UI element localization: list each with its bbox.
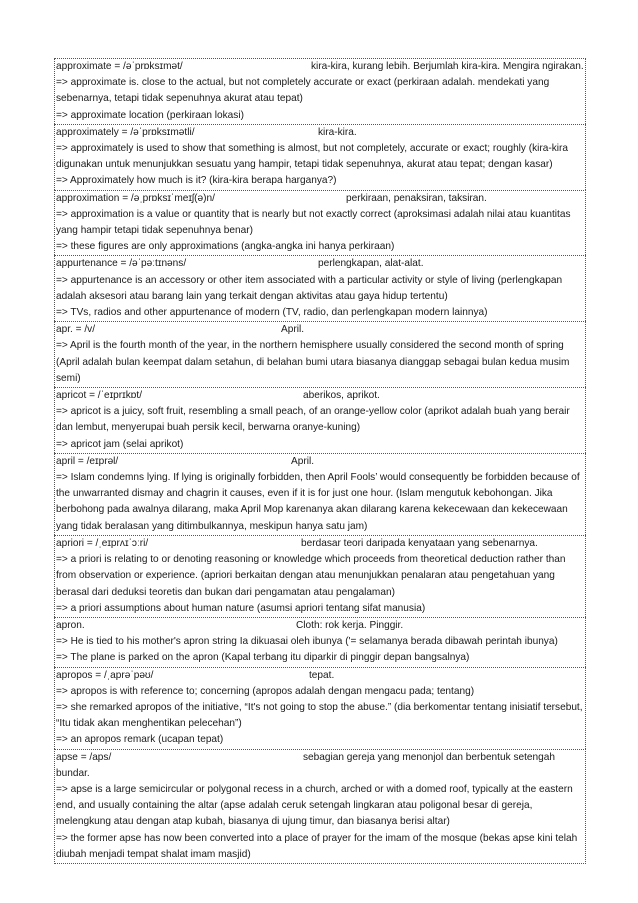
entry-translation: aberikos, aprikot. (303, 390, 380, 402)
entry-example: => she remarked apropos of the initiative, “It's not going to stop the abuse.” (dia berkomentar tentang inisiatif tersebut, “Itu tidak akan menghentikan pelecehan”) (56, 701, 583, 730)
entry-example: => TVs, radios and other appurtenance of modern (TV, radio, dan perlengkapan modern lainnya) (56, 307, 488, 319)
dictionary-entry (54, 535, 586, 617)
entry-term: approximation = /əˌprɒksɪˈmeɪʃ(ə)n/ (56, 192, 215, 204)
dictionary-entry (54, 667, 586, 749)
entry-example: => approximately is used to show that something is almost, but not completely, accurate or exact; roughly (kira-kira digunakan untuk menunjukkan sesuatu yang hampir, tetapi tidak sepenuhnya, akurat atau tepat; dengan kasar) (56, 143, 569, 171)
entry-headline (56, 256, 584, 272)
entry-example: => The plane is parked on the apron (Kapal terbang itu diparkir di pinggir depan bangsalnya) (56, 652, 470, 664)
entry-translation: perkiraan, penaksiran, taksiran. (346, 192, 487, 204)
entry-headline (56, 388, 584, 404)
entry-headline (56, 59, 584, 75)
dictionary-entry (54, 58, 586, 124)
entry-translation: perlengkapan, alat-alat. (318, 258, 424, 270)
entry-term: apr. = /v/ (56, 324, 95, 336)
entry-translation: Cloth: rok kerja. Pinggir. (296, 619, 404, 631)
entry-example: => an apropos remark (ucapan tepat) (56, 734, 224, 746)
entry-example: => apricot jam (selai aprikot) (56, 438, 184, 450)
entry-example: => apricot is a juicy, soft fruit, resembling a small peach, of an orange-yellow color (aprikot adalah buah yang berair dan lembut, menyerupai buah persik kecil, berwarna oranye-kuning) (56, 406, 570, 434)
entry-translation: tepat. (309, 669, 335, 681)
entry-headline (56, 536, 584, 552)
entry-example: => He is tied to his mother's apron string Ia dikuasai oleh ibunya ('= selamanya berada dibawah perintah ibunya) (56, 636, 558, 648)
entry-example: => Islam condemns lying. If lying is originally forbidden, then April Fools’ would consequently be forbidden because of the unwarranted dismay and chagrin it causes, even if it is for just one hour. (Islam mengutuk kebohongan. Jika berbohong pada awalnya dilarang, maka April Mop karenanya akan dilarang karena kekecewaan dan kekecewaan yang tidak beralasan yang ditimbulkannya, meskipun hanya satu jam) (56, 472, 580, 532)
entry-term: approximate = /əˈprɒksɪmət/ (56, 61, 183, 72)
entry-headline (56, 322, 584, 338)
entry-example: => April is the fourth month of the year, in the northern hemisphere usually considered the second month of spring (April adalah bulan keempat dalam setahun, di belahan bumi utara biasanya dianggap sebagai bulan kedua musim semi) (56, 340, 570, 384)
entry-translation: kira-kira. (318, 126, 357, 138)
dictionary-entry (54, 124, 586, 190)
entry-example: => apropos is with reference to; concerning (apropos adalah dengan mengacu pada; tentang) (56, 685, 475, 697)
dictionary-entry (54, 321, 586, 387)
entry-example: => Approximately how much is it? (kira-kira berapa harganya?) (56, 175, 337, 187)
entry-translation: kira-kira, kurang lebih. Berjumlah kira-kira. Mengira ngirakan. (311, 61, 584, 72)
entry-example: => the former apse has now been converted into a place of prayer for the imam of the mosque (bekas apse kini telah diubah menjadi tempat shalat imam masjid) (56, 832, 578, 860)
entry-headline (56, 191, 584, 207)
entry-term: appurtenance = /əˈpəːtɪnəns/ (56, 258, 187, 270)
entry-headline (56, 668, 584, 684)
entry-example: => a priori assumptions about human nature (asumsi apriori tentang sifat manusia) (56, 602, 426, 614)
entry-term: apron. (56, 619, 85, 631)
entry-translation: April. (281, 324, 304, 336)
entry-example: => appurtenance is an accessory or other item associated with a particular activity or style of living (perlengkapan adalah aksesori atau barang lain yang terkait dengan aktivitas atau gaya hidup tertentu) (56, 274, 563, 302)
entry-headline (56, 454, 584, 470)
dictionary-entry (54, 749, 586, 864)
dictionary-entry (54, 190, 586, 256)
entry-example: => these figures are only approximations (angka-angka ini hanya perkiraan) (56, 241, 395, 253)
entry-translation: berdasar teori daripada kenyataan yang sebenarnya. (301, 537, 538, 549)
entry-term: approximately = /əˈprɒksɪmətli/ (56, 126, 195, 138)
dictionary-page (54, 58, 586, 864)
dictionary-entry (54, 387, 586, 453)
entry-term: apropos = /ˌaprəˈpəʊ/ (56, 669, 154, 681)
entry-headline (56, 618, 584, 634)
entry-term: apse = /aps/ (56, 751, 112, 763)
entry-translation: sebagian gereja yang menonjol dan berbentuk setengah bundar. (56, 751, 555, 779)
entry-translation: April. (291, 455, 314, 467)
entry-example: => a priori is relating to or denoting reasoning or knowledge which proceeds from theoretical deduction rather than from observation or experience. (apriori berkaitan dengan atau menunjukkan penalaran atau pengetahuan yang berasal dari deduksi teoretis dan bukan dari pengamatan atau pengalaman) (56, 554, 566, 598)
entry-example: => approximate location (perkiraan lokasi) (56, 109, 244, 121)
dictionary-entry (54, 453, 586, 535)
entry-example: => approximate is. close to the actual, but not completely accurate or exact (perkiraan adalah. mendekati yang sebenarnya, tetapi tidak sepenuhnya akurat atau tepat) (56, 77, 550, 105)
entry-example: => approximation is a value or quantity that is nearly but not exactly correct (aproksimasi adalah nilai atau kuantitas yang hampir tetapi tidak sepenuhnya benar) (56, 208, 571, 237)
entry-example: => apse is a large semicircular or polygonal recess in a church, arched or with a domed roof, typically at the eastern end, and usually containing the altar (apse adalah ceruk setengah lingkaran atau poligonal besar di gereja, melengkung atau dengan atap kubah, biasanya di ujung timur, dan biasanya berisi altar) (56, 783, 573, 828)
entry-term: apriori = /ˌeɪprʌɪˈɔːri/ (56, 537, 149, 549)
dictionary-entry (54, 617, 586, 667)
entry-headline (56, 125, 584, 141)
dictionary-entry (54, 255, 586, 321)
entry-term: april = /eɪprəl/ (56, 455, 119, 467)
entry-term: apricot = /ˈeɪprɪkɒt/ (56, 390, 143, 402)
entry-headline (56, 750, 584, 782)
